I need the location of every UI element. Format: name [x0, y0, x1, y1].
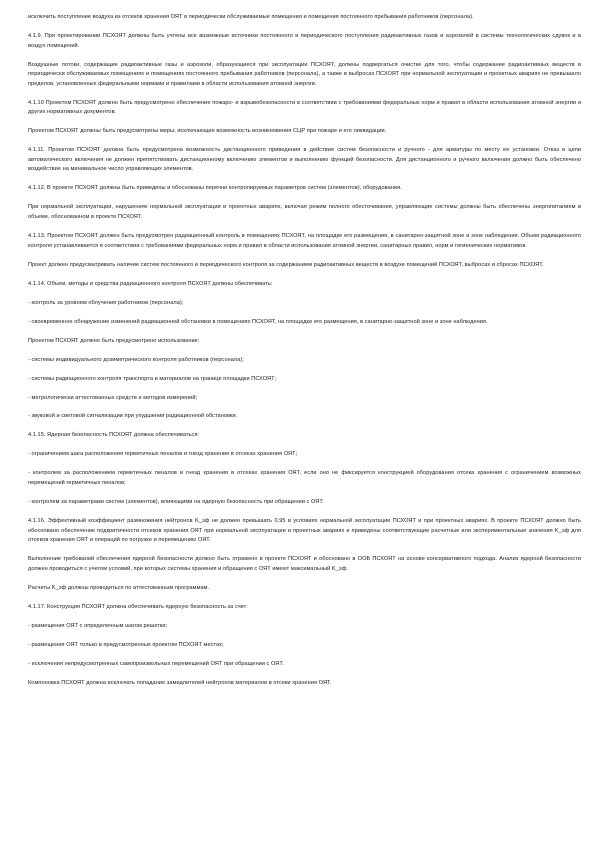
list-item: - контроль за уровнем облучения работников (персонала); [28, 299, 184, 306]
paragraph-monitoring-systems: Проект должен предусматривать наличие систем постоянного и периодического контроля за содержанием радиоактивных веществ в воздухе помещений ПСХОЯТ, выбросах и сбросах ПСХОЯТ. [28, 261, 544, 268]
clause-4-1-11: 4.1.11. Проектом ПСХОЯТ должна быть предусмотрена возможность дистанционного приведения в действие систем безопасности и ручного - для арматуры по месту ее установки. Отказ в цепи автоматического включения не должен препятствовать дистанционному включению элементов и выполнению функций безопасности. Для дистанционного и ручного включения должно быть обеспечено воздействие на минимальное число управляющих элементов. [28, 147, 581, 173]
paragraph-keff-calculations: Расчеты K_эф должны проводиться по аттестованным программам. [28, 584, 210, 591]
paragraph-intro-continuation: исключить поступление воздуха из отсеков хранения ОЯТ в периодически обслуживаемые помещения и помещения постоянного пребывания работников (персонала). [28, 14, 474, 20]
list-item: - системы индивидуального дозиметрического контроля работников (персонала); [28, 356, 244, 363]
clause-4-1-15: 4.1.15. Ядерная безопасность ПСХОЯТ должна обеспечиваться: [28, 432, 200, 439]
list-item: - метрологически аттестованных средств и методов измерений; [28, 394, 198, 401]
list-item: - исключения непредусмотренных самопроизвольных перемещений ОЯТ при обращении с ОЯТ. [28, 660, 284, 667]
paragraph-usage-intro: Проектом ПСХОЯТ должно быть предусмотрено использование: [28, 337, 200, 344]
clause-4-1-13: 4.1.13. Проектом ПСХОЯТ должен быть предусмотрен радиационный контроль в помещениях ПСХОЯТ, на площадке его размещения, в санитарно-защитной зоне и зоне наблюдения. Объем радиационного контроля устанавливается в соответствии с требованиями федеральных норм и правил в области использования атомной энергии, санитарных правил, норм и гигиенических нормативов. [28, 233, 581, 249]
list-item: - своевременное обнаружение изменений радиационной обстановки в помещениях ПСХОЯТ, на площадке его размещения, в санитарно-защитной зоне и зоне наблюдения. [28, 318, 488, 325]
paragraph-layout-moderators: Компоновка ПСХОЯТ должна исключать попадание замедлителей нейтронов материалов в отсеки хранения ОЯТ. [28, 679, 332, 686]
list-item: - размещения ОЯТ с определенным шагом решетки; [28, 622, 168, 629]
list-item: - контролем за параметрами систем (элементов), влияющими на ядерную безопасность при обращении с ОЯТ. [28, 499, 324, 506]
clause-4-1-9: 4.1.9. При проектировании ПСХОЯТ должны быть учтены все возможные источники постоянного и периодического поступления радиоактивных газов и аэрозолей в системы технологических сдувок и в воздух помещений. [28, 32, 581, 49]
list-item: - звуковой и световой сигнализации при ухудшении радиационной обстановки. [28, 413, 238, 420]
list-item: - системы радиационного контроля транспорта и материалов на границе площадки ПСХОЯТ; [28, 375, 277, 382]
list-item: - размещения ОЯТ только в предусмотренных проектом ПСХОЯТ местах; [28, 641, 224, 648]
clause-4-1-12: 4.1.12. В проекте ПСХОЯТ должны быть приведены и обоснованы перечни контролируемых параметров систем (элементов), оборудования. [28, 185, 402, 192]
clause-4-1-16: 4.1.16. Эффективный коэффициент размножения нейтронов K_эф не должен превышать 0,95 в условиях нормальной эксплуатации ПСХОЯТ и при проектных авариях. В проекте ПСХОЯТ должно быть обосновано обеспечение подкритичности отсеков хранения ОЯТ при нормальной эксплуатации и проектных авариях и приведены соответствующие расчетные или экспериментальные значения K_эф для отсеков хранения ОЯТ и операций по погрузке и перемещению ОЯТ. [28, 518, 581, 544]
clause-4-1-17: 4.1.17. Конструкция ПСХОЯТ должна обеспечивать ядерную безопасность за счет: [28, 603, 248, 610]
paragraph-air-purification: Воздушные потоки, содержащие радиоактивные газы и аэрозоли, образующиеся при эксплуатации ПСХОЯТ, должны подвергаться очистке для того, чтобы содержание радиоактивных веществ в периодически обслуживаемых помещениях и помещениях постоянного пребывания работников (персонала), а также в выбросах ПСХОЯТ при нормальной эксплуатации и проектных авариях не превышало пределов, установленных федеральными нормами и правилами в области использования атомной энергии. [28, 61, 581, 87]
paragraph-nuclear-safety-justification: Выполнение требований обеспечения ядерной безопасности должно быть отражено в проекте ПСХОЯТ и обосновано в ООБ ПСХОЯТ на основе консервативного подхода. Анализ ядерной безопасности должен проводиться с учетом условий, при которых системы хранения и обращения с ОЯТ имеют максимальный K_эф. [28, 556, 581, 572]
list-item: - контролем за расположением герметичных пеналов и гнезд хранения в отсеках хранения ОЯТ, если оно не фиксируется конструкцией оборудования отсека хранения с ограничением возможных перемещений герметичных пеналов; [28, 470, 581, 487]
clause-4-1-10: 4.1.10 Проектом ПСХОЯТ должно быть предусмотрено обеспечение пожаро- и взрывобезопасности в соответствии с требованиями федеральных норм и правил в области использования атомной энергии и других нормативных документов. [28, 99, 581, 116]
paragraph-fire-scr: Проектом ПСХОЯТ должны быть предусмотрены меры, исключающие возможность возникновения СЦР при пожаре и его ликвидации. [28, 128, 387, 135]
list-item: - ограничением шага расположения герметичных пеналов и гнезд хранения в отсеках хранения ОЯТ; [28, 451, 298, 458]
clause-4-1-14: 4.1.14. Объем, методы и средства радиационного контроля ПСХОЯТ должны обеспечивать: [28, 280, 273, 287]
paragraph-power-supply: При нормальной эксплуатации, нарушениях нормальной эксплуатации и проектных авариях, включая режим полного обесточивания, управляющие системы должны быть обеспечены энергопитанием в объеме, обоснованном в проекте ПСХОЯТ. [28, 204, 581, 221]
